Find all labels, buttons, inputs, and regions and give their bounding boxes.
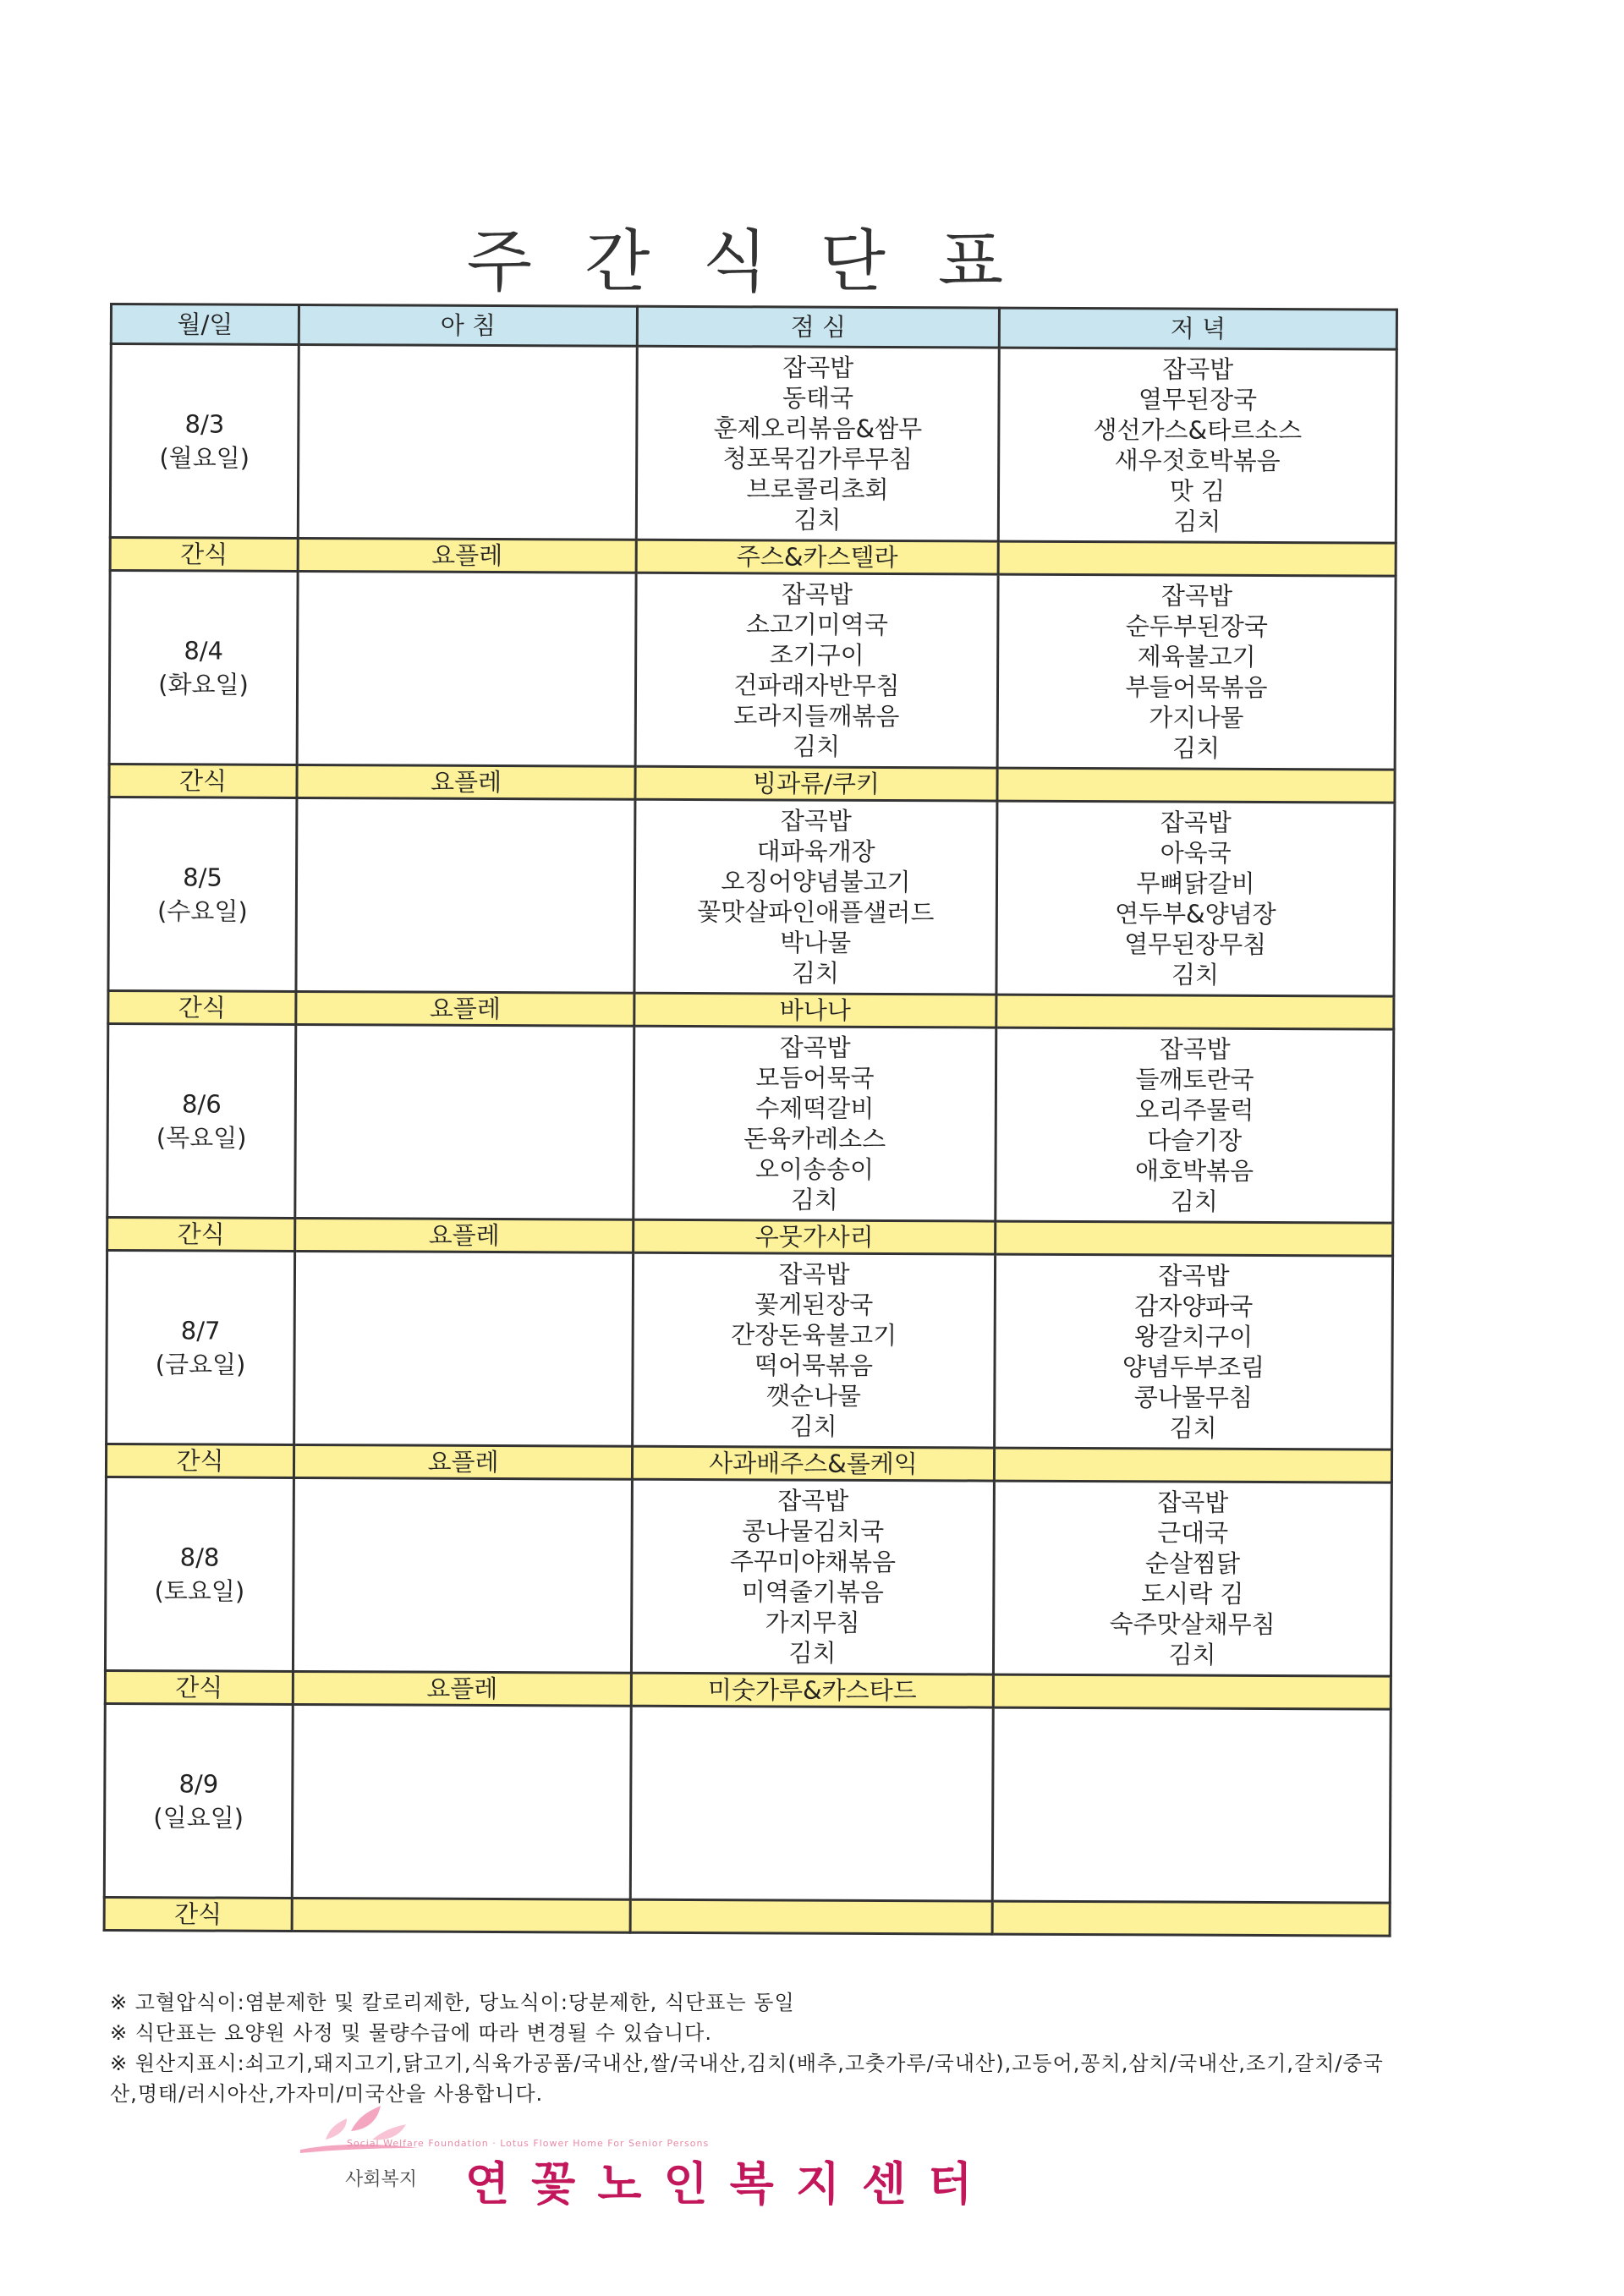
day-date: 8/9: [178, 1769, 219, 1799]
snack-morning: 요플레: [297, 764, 635, 799]
dinner-item: 근대국: [1157, 1518, 1229, 1548]
lunch-item: 건파래자반무침: [733, 671, 900, 701]
note-line: ※ 원산지표시:쇠고기,돼지고기,닭고기,식육가공품/국내산,쌀/국내산,김치(배추,고춧가루/국내산),고등어,꽁치,삼치/국내산,조기,갈치/중국산,명태/러시아산,가자미/미국산을 사용합니다.: [110, 2052, 1384, 2106]
header-breakfast: 아 침: [299, 304, 637, 346]
lunch-item: 돈육카레소스: [743, 1124, 886, 1154]
lunch-item: 조기구이: [769, 640, 864, 670]
lunch-item: 가지무침: [765, 1608, 860, 1637]
snack-row: [104, 1897, 1390, 1936]
day-row: [104, 1703, 1391, 1903]
lunch-cell: [634, 799, 997, 995]
breakfast-cell: [293, 1477, 632, 1673]
snack-label: 간식: [107, 1217, 295, 1251]
dinner-item: 김치: [1171, 960, 1220, 989]
dinner-item: 애호박볶음: [1134, 1156, 1254, 1186]
day-date: 8/3: [184, 409, 225, 439]
lunch-item: 꽃게된장국: [754, 1290, 874, 1319]
dinner-item: 김치: [1170, 1186, 1218, 1216]
breakfast-cell: [298, 344, 637, 540]
dinner-item: 숙주맛살채무침: [1109, 1609, 1276, 1640]
snack-label: 간식: [109, 764, 297, 798]
lunch-item: 수제떡갈비: [755, 1093, 875, 1123]
snack-row: [109, 764, 1395, 803]
day-date: 8/4: [184, 636, 224, 666]
dinner-item: 잡곡밥: [1159, 1034, 1231, 1064]
snack-row: [107, 1217, 1393, 1256]
lunch-item: 잡곡밥: [777, 1486, 849, 1515]
dinner-item: 가지나물: [1149, 703, 1244, 732]
day-cell: [104, 1703, 293, 1898]
snack-morning: 요플레: [294, 1444, 632, 1479]
lunch-item: 오이송송이: [754, 1154, 875, 1184]
day-weekday: (일요일): [153, 1803, 244, 1833]
lunch-item: 꽃맛살파인애플샐러드: [697, 897, 935, 928]
snack-label: 간식: [110, 538, 298, 572]
dinner-item: 왕갈치구이: [1134, 1322, 1254, 1351]
dinner-item: 콩나물무침: [1133, 1383, 1253, 1412]
snack-afternoon: 미숫가루&카스타드: [631, 1673, 993, 1707]
day-date: 8/5: [183, 863, 222, 892]
lunch-item: 모듬어묵국: [755, 1063, 875, 1093]
lunch-cell: [630, 1706, 993, 1901]
dinner-item: 김치: [1172, 733, 1221, 763]
snack-evening: [993, 1674, 1391, 1709]
lunch-cell: [634, 1026, 996, 1221]
dinner-item: 김치: [1169, 1413, 1217, 1443]
breakfast-cell: [295, 1024, 634, 1219]
dinner-item: 새우젓호박볶음: [1114, 446, 1281, 476]
lunch-item: 청포묵김가루무침: [722, 444, 913, 474]
snack-row: [105, 1670, 1391, 1709]
day-weekday: (금요일): [155, 1350, 246, 1379]
breakfast-cell: [294, 1251, 634, 1446]
breakfast-cell: [296, 797, 635, 993]
lunch-item: 떡어묵볶음: [754, 1351, 874, 1380]
dinner-item: 다슬기장: [1147, 1126, 1243, 1155]
snack-row: [108, 990, 1394, 1029]
day-date: 8/7: [180, 1316, 221, 1345]
day-cell: [109, 571, 298, 765]
logo-subtitle: Social Welfare Foundation · Lotus Flower Home For Senior Persons: [347, 2138, 710, 2149]
dinner-item: 김치: [1168, 1640, 1216, 1669]
lunch-item: 주꾸미야채볶음: [729, 1547, 897, 1577]
dinner-item: 들깨토란국: [1135, 1065, 1254, 1094]
dinner-item: 아욱국: [1160, 838, 1232, 868]
lunch-cell: [633, 1252, 996, 1448]
lunch-item: 동태국: [782, 383, 854, 413]
day-cell: [105, 1477, 294, 1671]
day-row: [109, 571, 1396, 770]
lunch-cell: [635, 573, 998, 768]
snack-afternoon: 주스&카스텔라: [636, 540, 998, 574]
day-row: [107, 1023, 1394, 1223]
day-row: [105, 1477, 1391, 1676]
dinner-item: 오리주물럭: [1135, 1095, 1254, 1125]
snack-evening: [997, 768, 1395, 803]
lunch-cell: [636, 346, 999, 541]
weekly-menu-table: [103, 303, 1398, 1937]
note-line: ※ 고혈압식이:염분제한 및 칼로리제한, 당뇨식이:당분제한, 식단표는 동일: [110, 1991, 795, 2014]
dinner-item: 감자양파국: [1134, 1291, 1254, 1321]
lunch-item: 브로콜리초회: [746, 474, 889, 505]
dinner-item: 잡곡밥: [1157, 1488, 1229, 1517]
snack-label: 간식: [106, 1444, 294, 1477]
snack-afternoon: 빙과류/쿠키: [635, 766, 997, 801]
lunch-cell: [631, 1479, 994, 1674]
day-row: [107, 1250, 1393, 1449]
logo-name: 연꽃노인복지센터: [465, 2157, 995, 2211]
lunch-item: 잡곡밥: [782, 353, 854, 382]
dinner-item: 김치: [1173, 507, 1221, 536]
lunch-item: 깻순나물: [765, 1381, 861, 1411]
lunch-item: 김치: [788, 1638, 837, 1668]
notes: [110, 1987, 1396, 2109]
lunch-item: 김치: [791, 958, 840, 988]
dinner-item: 무뼈닭갈비: [1136, 869, 1255, 898]
snack-morning: 요플레: [295, 1218, 634, 1252]
lunch-item: 미역줄기볶음: [741, 1577, 884, 1608]
lunch-item: 잡곡밥: [780, 806, 852, 836]
dinner-item: 순두부된장국: [1125, 611, 1268, 641]
day-weekday: (화요일): [158, 670, 249, 699]
snack-row: [106, 1444, 1391, 1482]
dinner-cell: [993, 1481, 1391, 1676]
note-line: ※ 식단표는 요양원 사정 및 물량수급에 따라 변경될 수 있습니다.: [110, 2021, 712, 2045]
day-cell: [107, 1023, 296, 1218]
lunch-item: 콩나물김치국: [742, 1516, 885, 1547]
dinner-item: 순살찜닭: [1144, 1548, 1241, 1578]
snack-evening: [996, 1221, 1393, 1256]
lunch-item: 김치: [790, 1185, 838, 1214]
menu-body: [104, 344, 1396, 1937]
day-row: [108, 797, 1395, 997]
snack-afternoon: [630, 1899, 992, 1934]
day-cell: [107, 1250, 295, 1444]
day-date: 8/8: [179, 1543, 220, 1572]
lunch-item: 소고기미역국: [745, 610, 888, 640]
day-weekday: (목요일): [156, 1123, 247, 1153]
lunch-item: 잡곡밥: [778, 1259, 850, 1289]
day-date: 8/6: [181, 1089, 222, 1119]
snack-label: 간식: [104, 1897, 292, 1931]
lunch-item: 간장돈육불고기: [731, 1320, 897, 1351]
dinner-item: 생선가스&타르소스: [1093, 415, 1303, 446]
dinner-item: 도시락 김: [1141, 1579, 1244, 1608]
logo-prefix: 사회복지: [345, 2169, 418, 2190]
dinner-item: 잡곡밥: [1160, 808, 1232, 837]
snack-morning: 요플레: [296, 991, 634, 1026]
snack-row: [110, 538, 1396, 577]
breakfast-cell: [292, 1704, 631, 1899]
dinner-item: 잡곡밥: [1162, 354, 1234, 384]
snack-afternoon: 사과배주스&롤케익: [632, 1446, 994, 1481]
day-weekday: (토요일): [154, 1576, 245, 1606]
breakfast-cell: [297, 571, 636, 766]
day-weekday: (월요일): [159, 443, 250, 473]
snack-morning: [292, 1898, 630, 1932]
header-dinner: 저 녁: [999, 308, 1396, 349]
snack-label: 간식: [108, 990, 296, 1024]
dinner-item: 잡곡밥: [1160, 581, 1233, 611]
dinner-cell: [996, 1027, 1394, 1223]
snack-evening: [996, 995, 1394, 1029]
dinner-item: 열무된장무침: [1124, 929, 1267, 959]
dinner-cell: [997, 574, 1396, 770]
lunch-item: 잡곡밥: [781, 579, 853, 609]
lunch-item: 도라지들깨볶음: [733, 701, 900, 732]
dinner-item: 연두부&양념장: [1114, 899, 1276, 929]
lunch-item: 김치: [793, 732, 841, 761]
dinner-cell: [992, 1707, 1391, 1903]
day-cell: [108, 797, 297, 992]
snack-evening: [998, 541, 1396, 576]
dinner-cell: [996, 801, 1395, 996]
lunch-item: 오징어양념불고기: [721, 867, 911, 897]
snack-evening: [992, 1901, 1390, 1936]
dinner-cell: [995, 1254, 1393, 1449]
lunch-item: 박나물: [780, 928, 852, 957]
snack-label: 간식: [105, 1670, 293, 1704]
lunch-item: 대파육개장: [756, 836, 875, 866]
snack-afternoon: 바나나: [634, 993, 996, 1027]
header-day: 월/일: [111, 304, 299, 345]
header-row: [111, 304, 1396, 350]
day-cell: [110, 344, 299, 539]
dinner-item: 부들어묵볶음: [1125, 672, 1268, 702]
day-row: [110, 344, 1396, 544]
dinner-item: 열무된장국: [1138, 385, 1258, 414]
snack-afternoon: 우뭇가사리: [634, 1219, 996, 1254]
snack-morning: 요플레: [298, 538, 636, 573]
dinner-item: 양념두부조림: [1122, 1352, 1265, 1382]
header-lunch: 점 심: [637, 306, 999, 348]
dinner-cell: [998, 348, 1396, 543]
lunch-item: 김치: [789, 1411, 837, 1441]
lunch-item: 훈제오리볶음&쌈무: [713, 414, 923, 444]
dinner-item: 잡곡밥: [1158, 1261, 1230, 1290]
dinner-item: 맛 김: [1169, 476, 1226, 506]
snack-evening: [994, 1448, 1391, 1482]
snack-morning: 요플레: [293, 1671, 631, 1706]
day-weekday: (수요일): [156, 896, 248, 926]
page-title: 주간식단표: [466, 222, 1056, 301]
dinner-item: 제육불고기: [1137, 642, 1256, 671]
lunch-item: 잡곡밥: [779, 1033, 851, 1062]
lunch-item: 김치: [793, 505, 842, 534]
